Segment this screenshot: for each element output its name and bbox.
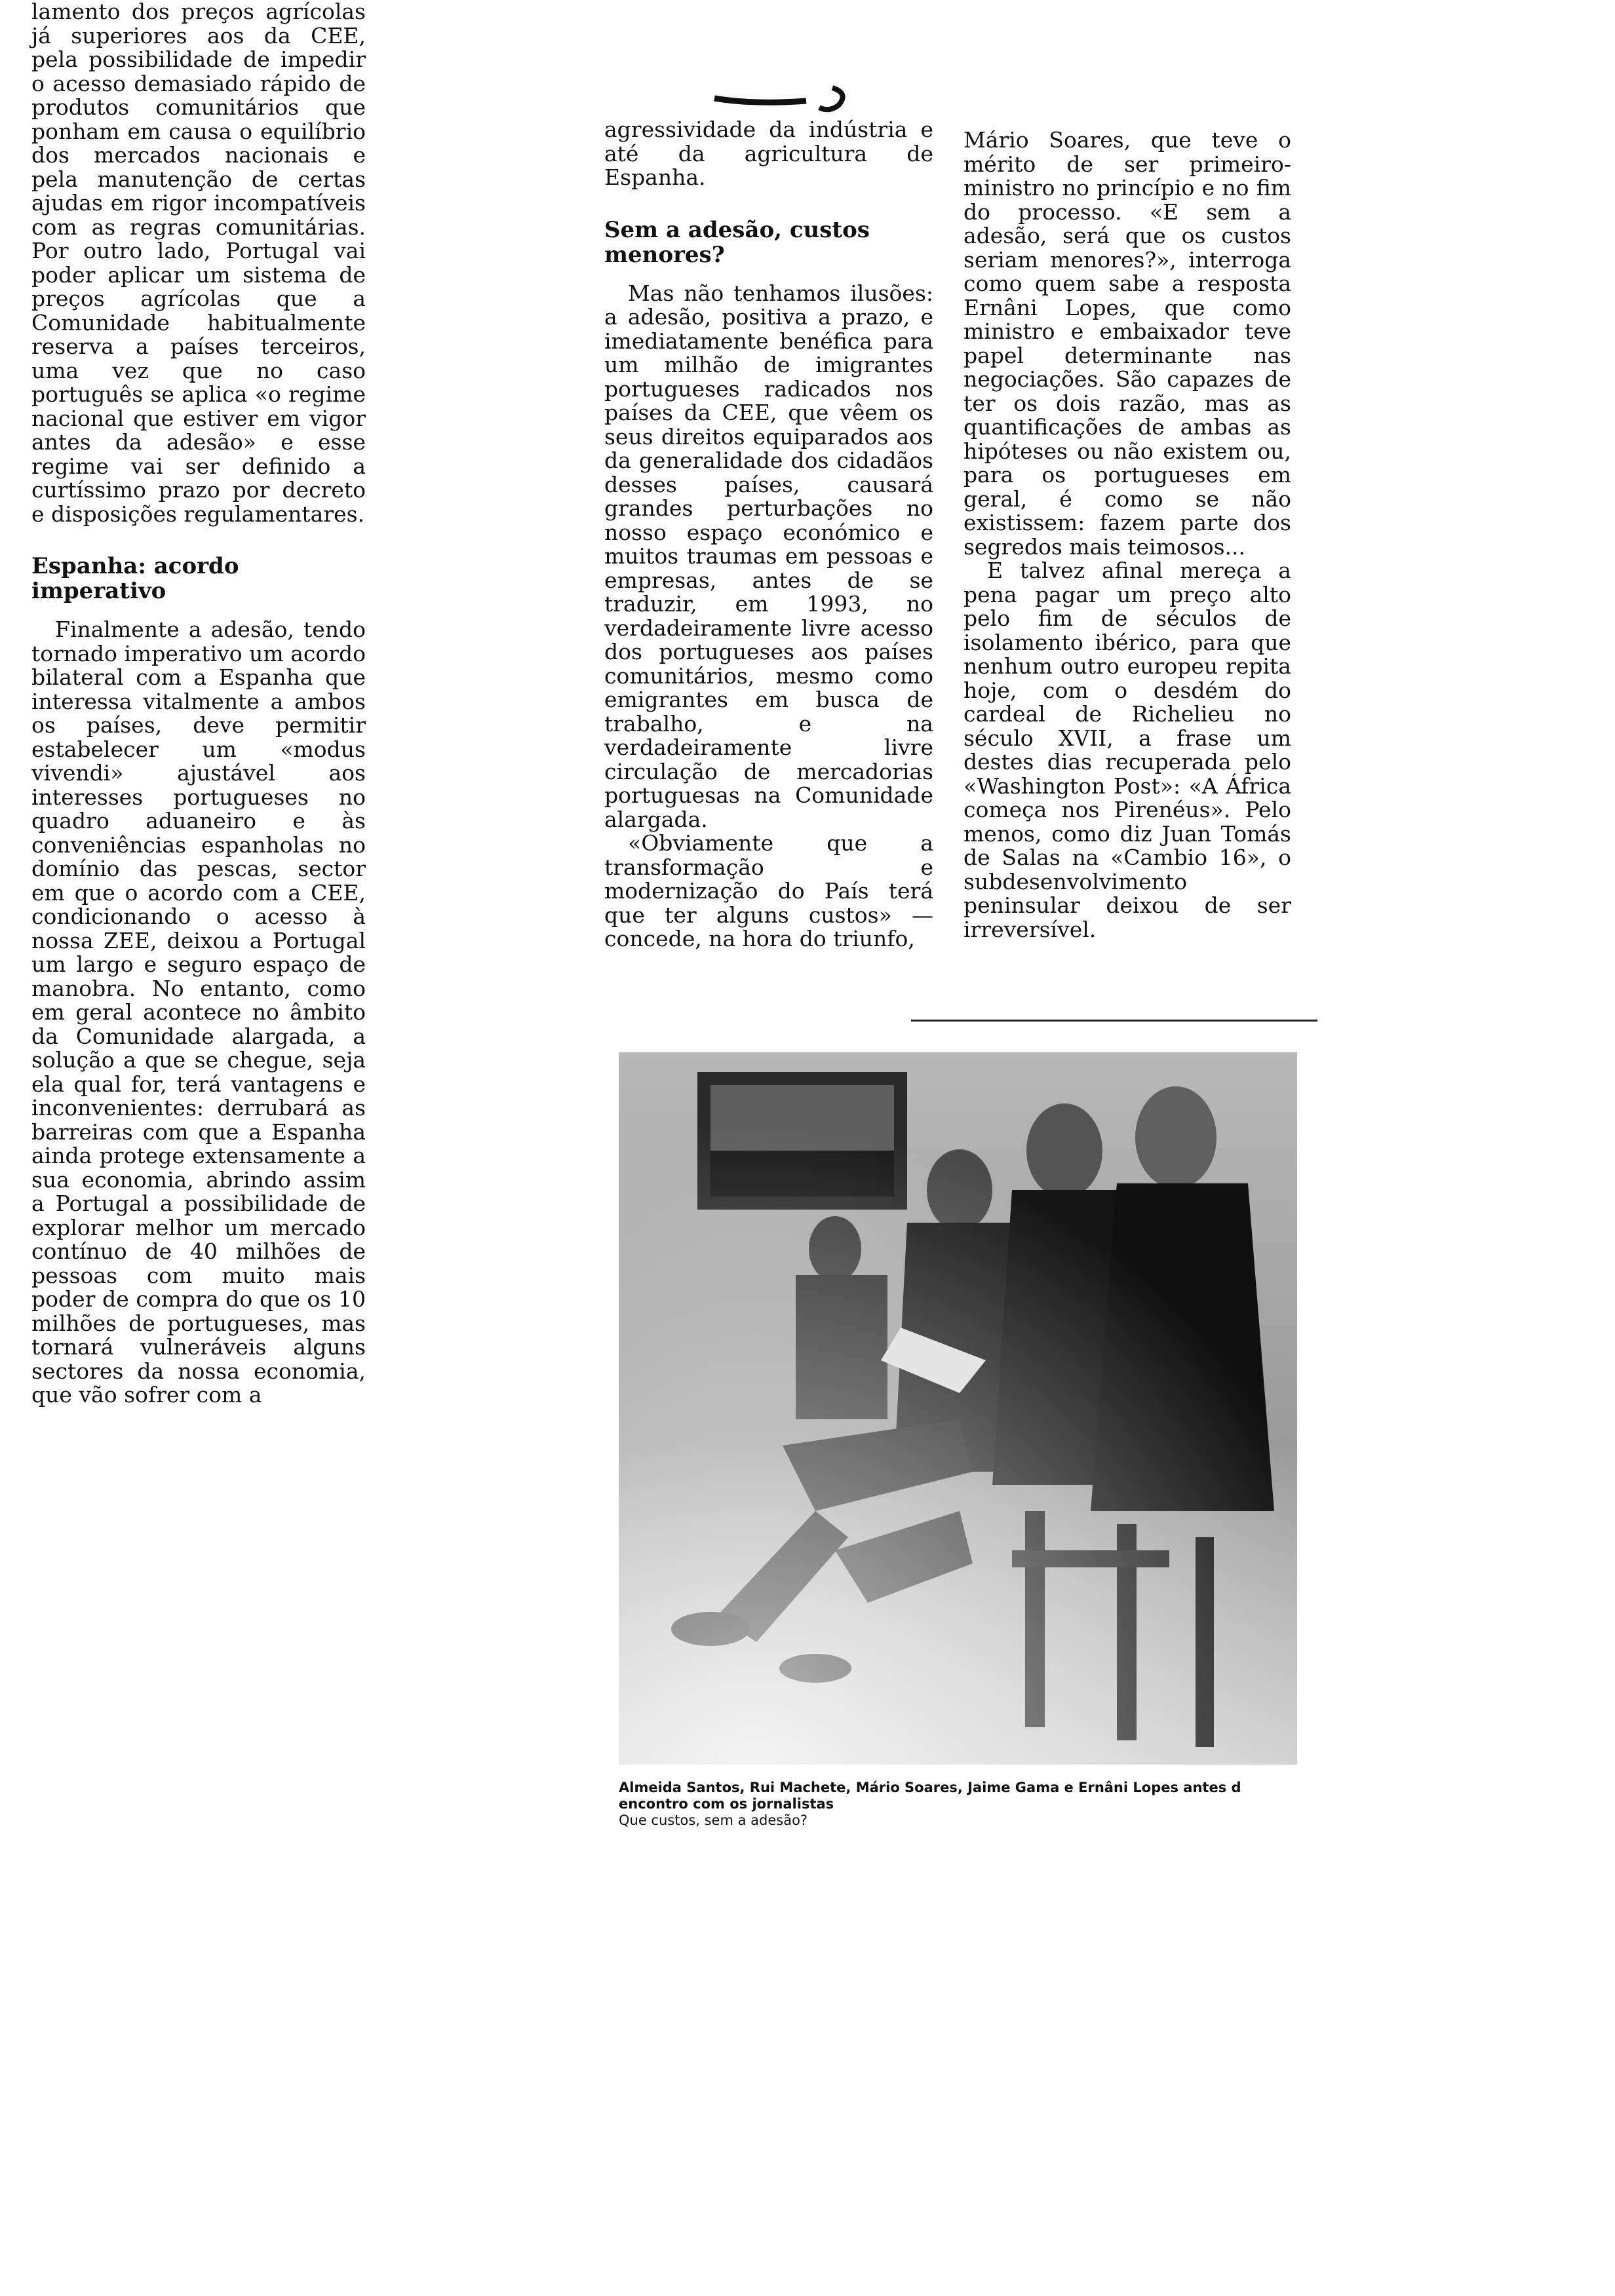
divider-rule [911,1020,1317,1022]
paragraph: lamento dos preços agrícolas já superiores aos da CEE, pela possibilidade de impedir o acesso demasiado rápido de produtos comunitários que ponham em causa o equilíbrio dos mercados nacionais e pela manutenção de certas ajudas em rigor incompatíveis com as regras comunitárias. Por outro lado, Portugal vai poder aplicar um sistema de preços agrícolas que a Comunidade habitualmente reserva a países terceiros, uma vez que no caso português se aplica «o regime nacional que estiver em vigor antes da adesão» e esse regime vai ser definido a curtíssimo prazo por decreto e disposições regulamentares. [31,0,366,527]
paragraph: agressividade da indústria e até da agricultura de Espanha. [604,117,933,190]
paragraph: E talvez afinal mereça a pena pagar um preço alto pelo fim de séculos de isolamento ibérico, para que nenhum outro europeu repita hoje, com o desdém do cardeal de Richelieu no século XVII, a frase um destes dias recuperada pelo «Washington Post»: «A África começa nos Pirenéus». Pelo menos, como diz Juan Tomás de Salas na «Cambio 16», o subdesenvolvimento peninsular deixou de ser irreversível. [963,558,1291,942]
paragraph: Finalmente a adesão, tendo tornado imperativo um acordo bilateral com a Espanha que interessa vitalmente a ambos os países, deve permitir estabelecer um «modus vivendi» ajustável aos interesses portugueses no quadro aduaneiro e às conveniências espanholas no domínio das pescas, sector em que o acordo com a CEE, condicionando o acesso à nossa ZEE, deixou a Portugal um largo e seguro espaço de manobra. No entanto, como em geral acontece no âmbito da Comunidade alargada, a solução a que se chegue, seja ela qual for, terá vantagens e inconvenientes: derrubará as barreiras com que a Espanha ainda protege extensamente a sua economia, abrindo assim a Portugal a possibilidade de explorar melhor um mercado contínuo de 40 milhões de pessoas com muito mais poder de compra do que os 10 milhões de portugueses, mas tornará vulneráveis alguns sectores da nossa economia, que vão sofrer com a [31,617,366,1407]
section-heading: Sem a adesão, custos menores? [604,216,870,268]
caption-subtitle: Que custos, sem a adesão? [619,1812,808,1828]
article-column-3 [963,128,1291,942]
photo-illustration [619,1052,1297,1765]
news-photo [619,1052,1297,1765]
paragraph: Mas não tenhamos ilusões: a adesão, positiva a prazo, e imediatamente benéfica para um milhão de imigrantes portugueses radicados nos países da CEE, que vêem os seus direitos equiparados aos da generalidade dos cidadãos desses países, causará grandes perturbações no nosso espaço económico e muitos traumas em pessoas e empresas, antes de se traduzir, em 1993, no verdadeiramente livre acesso dos portugueses aos países comunitários, mesmo como emigrantes em busca de trabalho, e na verdadeiramente livre circulação de mercadorias portuguesas na Comunidade alargada. [604,280,933,832]
section-heading: Espanha: acordo imperativo [31,553,239,604]
article-column-2 [604,118,933,951]
decorative-ornament [708,79,878,118]
article-column-1 [31,0,366,1407]
photo-caption [619,1780,1300,1829]
paragraph: «Obviamente que a transformação e modernização do País terá que ter alguns custos» — concede, na hora do triunfo, [604,830,933,951]
paragraph: Mário Soares, que teve o mérito de ser primeiro-ministro no princípio e no fim do processo. «E sem a adesão, será que os custos seriam menores?», interroga como quem sabe a resposta Ernâni Lopes, que como ministro e embaixador teve papel determinante nas negociações. São capazes de ter os dois razão, mas as quantificações de ambas as hipóteses ou não existem ou, para os portugueses em geral, é como se não existissem: fazem parte dos segredos mais teimosos... [963,127,1291,560]
caption-names: Almeida Santos, Rui Machete, Mário Soares, Jaime Gama e Ernâni Lopes antes d encontro com os jornalistas [619,1780,1241,1812]
